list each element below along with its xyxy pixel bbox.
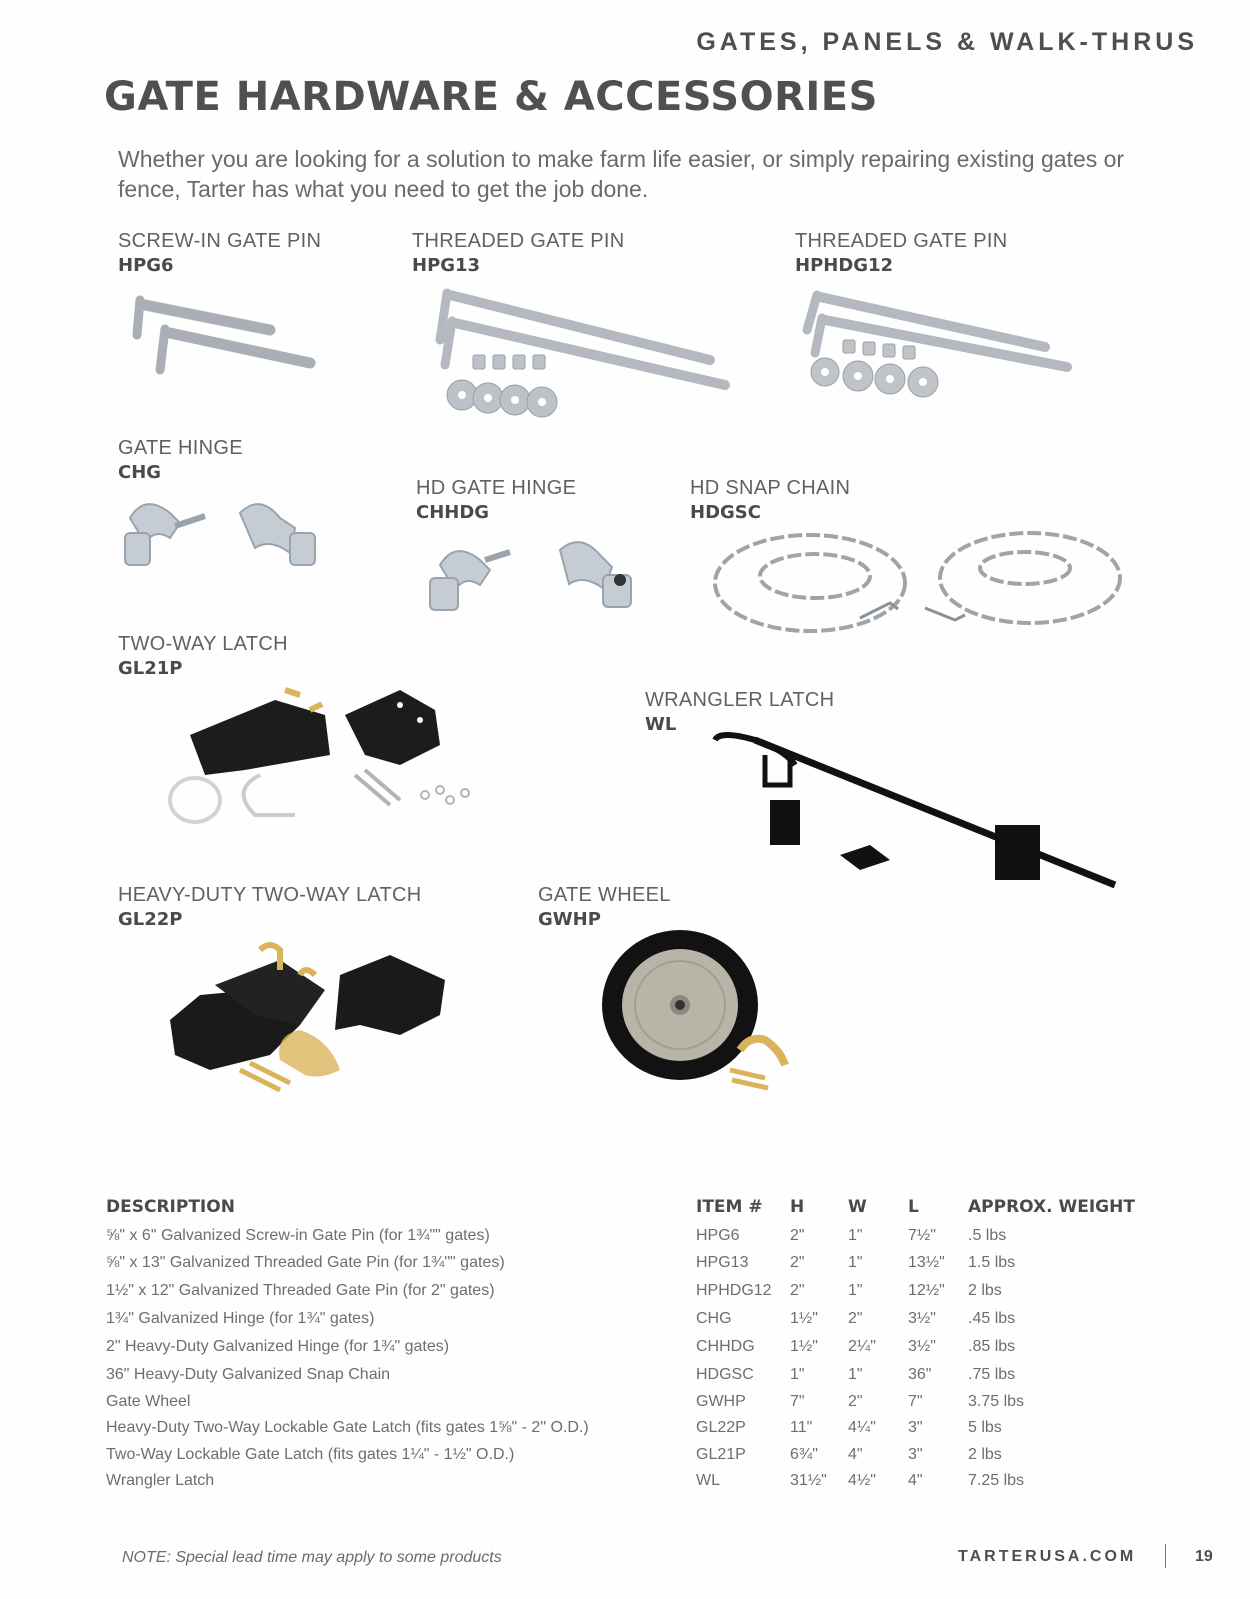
product-hpg6: [118, 230, 321, 276]
product-code: HDGSC: [690, 502, 761, 523]
product-code: CHHDG: [416, 502, 490, 523]
product-code: CHG: [118, 462, 162, 483]
cell-item: HPHDG12: [696, 1282, 772, 1299]
cell-h: 2": [790, 1254, 805, 1271]
cell-w: 4½": [848, 1472, 876, 1489]
cell-weight: .5 lbs: [968, 1227, 1007, 1244]
cell-l: 13½": [908, 1254, 945, 1271]
product-name: HD GATE HINGE: [416, 477, 577, 499]
cell-weight: 7.25 lbs: [968, 1472, 1025, 1489]
product-name: GATE HINGE: [118, 437, 243, 459]
hd-gate-hinge-image: [425, 530, 645, 615]
cell-item: GL22P: [696, 1419, 746, 1436]
gate-hinge-image: [120, 488, 330, 578]
cell-weight: .45 lbs: [968, 1310, 1016, 1327]
cell-l: 3": [908, 1446, 923, 1463]
cell-h: 11": [790, 1419, 813, 1436]
product-name: SCREW-IN GATE PIN: [118, 230, 322, 252]
cell-h: 1½": [790, 1338, 818, 1355]
product-code: HPG6: [118, 255, 174, 276]
screw-in-gate-pin-image: [125, 285, 325, 385]
wrangler-latch-image: [700, 725, 1120, 895]
cell-weight: 2 lbs: [968, 1282, 1002, 1299]
product-code: WL: [645, 714, 677, 735]
cell-item: GWHP: [696, 1393, 746, 1410]
product-gwhp: [538, 884, 671, 930]
page-number: 19: [1195, 1548, 1213, 1565]
cell-w: 2": [848, 1310, 863, 1327]
cell-l: 3½": [908, 1310, 936, 1327]
cell-description: Gate Wheel: [106, 1393, 191, 1410]
footer-divider: [1165, 1544, 1166, 1568]
cell-l: 3½": [908, 1338, 936, 1355]
cell-w: 1": [848, 1282, 863, 1299]
cell-weight: 3.75 lbs: [968, 1393, 1025, 1410]
cell-l: 12½": [908, 1282, 945, 1299]
cell-item: HPG6: [696, 1227, 740, 1244]
cell-description: Two-Way Lockable Gate Latch (fits gates 1¼" - 1½" O.D.): [106, 1446, 515, 1463]
cell-l: 7½": [908, 1227, 936, 1244]
cell-weight: .85 lbs: [968, 1338, 1016, 1355]
cell-w: 2¼": [848, 1338, 876, 1355]
cell-l: 7": [908, 1393, 923, 1410]
cell-description: 2" Heavy-Duty Galvanized Hinge (for 1¾" gates): [106, 1338, 450, 1355]
section-label: GATES, PANELS & WALK-THRUS: [696, 28, 1198, 56]
footer-note: NOTE: Special lead time may apply to some products: [122, 1549, 502, 1566]
product-code: GWHP: [538, 909, 601, 930]
cell-h: 2": [790, 1227, 805, 1244]
cell-w: 4": [848, 1446, 863, 1463]
cell-w: 1": [848, 1366, 863, 1383]
gate-wheel-image: [600, 930, 800, 1090]
cell-description: 1¾" Galvanized Hinge (for 1¾" gates): [106, 1310, 375, 1327]
col-header-weight: APPROX. WEIGHT: [968, 1197, 1135, 1217]
cell-item: CHHDG: [696, 1338, 755, 1355]
product-code: GL21P: [118, 658, 183, 679]
cell-description: Wrangler Latch: [106, 1472, 215, 1489]
heavy-duty-latch-image: [160, 935, 460, 1095]
product-name: TWO-WAY LATCH: [118, 633, 288, 655]
cell-weight: 1.5 lbs: [968, 1254, 1016, 1271]
cell-h: 6¾": [790, 1446, 818, 1463]
product-hphdg12: [795, 230, 1008, 276]
cell-description: 36" Heavy-Duty Galvanized Snap Chain: [106, 1366, 391, 1383]
cell-weight: .75 lbs: [968, 1366, 1016, 1383]
cell-description: 1½" x 12" Galvanized Threaded Gate Pin (for 2" gates): [106, 1282, 495, 1299]
col-header-h: H: [790, 1197, 805, 1217]
product-code: HPG13: [412, 255, 481, 276]
product-gl21p: [118, 633, 288, 679]
cell-h: 2": [790, 1282, 805, 1299]
cell-l: 3": [908, 1419, 923, 1436]
threaded-gate-pin-hd-image: [795, 285, 1085, 405]
cell-item: CHG: [696, 1310, 732, 1327]
cell-weight: 2 lbs: [968, 1446, 1002, 1463]
cell-description: ⅝" x 13" Galvanized Threaded Gate Pin (for 1¾"" gates): [106, 1254, 505, 1271]
product-name: THREADED GATE PIN: [795, 230, 1008, 252]
intro-text: Whether you are looking for a solution to make farm life easier, or simply repairing existing gates or fence, Tarter has what you need to get the job done.: [118, 146, 1125, 202]
cell-description: ⅝" x 6" Galvanized Screw-in Gate Pin (for 1¾"" gates): [106, 1227, 490, 1244]
product-name: THREADED GATE PIN: [412, 230, 625, 252]
col-header-w: W: [848, 1197, 867, 1217]
cell-item: HDGSC: [696, 1366, 754, 1383]
product-gl22p: [118, 884, 422, 930]
cell-l: 4": [908, 1472, 923, 1489]
threaded-gate-pin-image: [425, 285, 745, 425]
cell-weight: 5 lbs: [968, 1419, 1002, 1436]
two-way-latch-image: [150, 675, 480, 830]
product-code: HPHDG12: [795, 255, 894, 276]
product-hpg13: [412, 230, 625, 276]
col-header-item: ITEM #: [696, 1197, 763, 1217]
cell-item: HPG13: [696, 1254, 749, 1271]
product-code: GL22P: [118, 909, 183, 930]
cell-w: 2": [848, 1393, 863, 1410]
product-hdgsc: [690, 477, 850, 523]
snap-chain-image: [710, 528, 1140, 643]
cell-h: 31½": [790, 1472, 827, 1489]
cell-item: WL: [696, 1472, 720, 1489]
col-header-description: DESCRIPTION: [106, 1197, 235, 1217]
col-header-l: L: [908, 1197, 919, 1217]
product-name: HD SNAP CHAIN: [690, 477, 851, 499]
product-chg: [118, 437, 243, 483]
website-link[interactable]: TARTERUSA.COM: [958, 1548, 1137, 1565]
cell-h: 1": [790, 1366, 805, 1383]
product-name: HEAVY-DUTY TWO-WAY LATCH: [118, 884, 422, 906]
cell-l: 36": [908, 1366, 932, 1383]
cell-w: 1": [848, 1254, 863, 1271]
cell-h: 1½": [790, 1310, 818, 1327]
product-name: GATE WHEEL: [538, 884, 671, 906]
cell-w: 4¼": [848, 1419, 876, 1436]
product-name: WRANGLER LATCH: [645, 689, 835, 711]
product-chhdg: [416, 477, 576, 523]
page-title: GATE HARDWARE & ACCESSORIES: [104, 74, 878, 120]
cell-description: Heavy-Duty Two-Way Lockable Gate Latch (fits gates 1⅝" - 2" O.D.): [106, 1419, 589, 1436]
cell-item: GL21P: [696, 1446, 746, 1463]
cell-h: 7": [790, 1393, 805, 1410]
cell-w: 1": [848, 1227, 863, 1244]
